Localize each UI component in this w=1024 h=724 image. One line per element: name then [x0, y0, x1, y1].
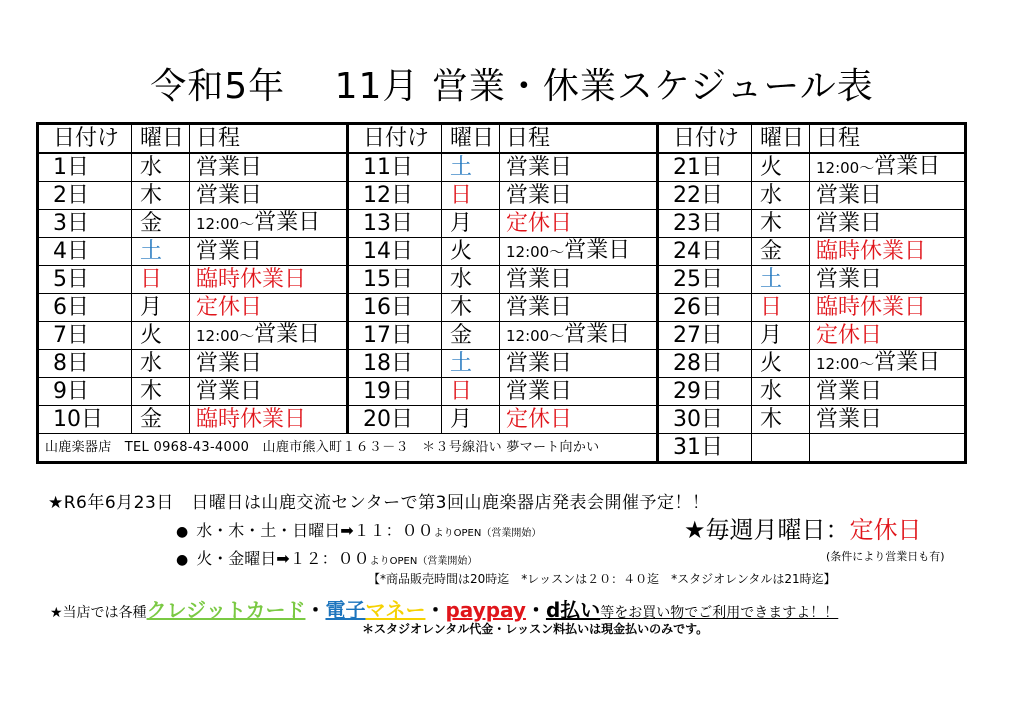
weekly-closed-label: ★毎週月曜日： — [684, 516, 850, 544]
schedule-table — [36, 122, 967, 464]
weekday-cell: 金 — [132, 406, 190, 434]
weekday-cell: 金 — [442, 322, 500, 350]
date-cell: 21日 — [658, 153, 752, 182]
date-cell: 9日 — [38, 378, 132, 406]
weekday-cell: 木 — [752, 210, 810, 238]
page-title: 令和5年 11月 営業・休業スケジュール表 — [150, 66, 874, 107]
weekday-cell: 水 — [132, 153, 190, 182]
payment-emoney-2: マネー — [365, 598, 426, 622]
status-cell — [500, 322, 658, 350]
status-cell: 定休日 — [500, 210, 658, 238]
status-cell: 臨時休業日 — [810, 294, 966, 322]
date-cell: 13日 — [348, 210, 442, 238]
date-cell: 8日 — [38, 350, 132, 378]
weekday-cell: 火 — [752, 350, 810, 378]
status-cell: 営業日 — [500, 350, 658, 378]
payment-dot: ・ — [305, 598, 326, 622]
weekday-cell: 火 — [752, 153, 810, 182]
hours-tue-fri — [176, 546, 477, 569]
hours-open: よりOPEN（営業開始） — [433, 528, 542, 539]
date-cell: 12日 — [348, 182, 442, 210]
condition-note: (条件により営業日も有) — [826, 550, 945, 563]
status-cell: 営業日 — [810, 406, 966, 434]
table-row — [38, 322, 966, 350]
hours-weekday — [176, 518, 541, 541]
date-cell: 20日 — [348, 406, 442, 434]
weekday-cell: 木 — [442, 294, 500, 322]
status-time: 12:00～ — [196, 327, 255, 345]
weekday-cell: 金 — [132, 210, 190, 238]
status-time: 12:00～ — [816, 355, 875, 373]
weekday-cell: 月 — [442, 210, 500, 238]
status-cell: 営業日 — [500, 378, 658, 406]
date-cell: 6日 — [38, 294, 132, 322]
payment-emoney-1: 電子 — [325, 598, 366, 622]
table-row — [38, 238, 966, 266]
date-cell: 3日 — [38, 210, 132, 238]
weekly-closed-value: 定休日 — [849, 516, 922, 544]
weekday-cell: 土 — [442, 153, 500, 182]
weekday-cell: 木 — [132, 182, 190, 210]
payment-credit: クレジットカード — [146, 598, 306, 622]
status-cell: 営業日 — [190, 153, 348, 182]
date-cell: 17日 — [348, 322, 442, 350]
table-row — [38, 294, 966, 322]
date-cell: 30日 — [658, 406, 752, 434]
date-cell: 27日 — [658, 322, 752, 350]
date-cell: 11日 — [348, 153, 442, 182]
weekday-cell: 水 — [752, 182, 810, 210]
status-time: 12:00～ — [506, 327, 565, 345]
status-cell: 営業日 — [810, 182, 966, 210]
header-schedule: 日程 — [810, 124, 966, 154]
cash-note: ＊スタジオレンタル代金・レッスン料払いは現金払いのみです。 — [362, 622, 709, 636]
status-label: 営業日 — [254, 322, 321, 347]
date-cell: 7日 — [38, 322, 132, 350]
weekday-cell: 土 — [442, 350, 500, 378]
status-cell: 臨時休業日 — [190, 266, 348, 294]
status-time: 12:00～ — [196, 215, 255, 233]
payment-paypay: paypay — [445, 598, 526, 622]
hours-note: 【*商品販売時間は20時迄 *レッスンは２０：４０迄 *スタジオレンタルは21時迄】 — [368, 572, 836, 586]
date-cell: 4日 — [38, 238, 132, 266]
header-date: 日付け — [348, 124, 442, 154]
payment-note — [50, 594, 838, 623]
weekday-cell: 日 — [442, 378, 500, 406]
table-row — [38, 406, 966, 434]
header-day: 曜日 — [752, 124, 810, 154]
weekday-cell: 水 — [752, 378, 810, 406]
status-label: 営業日 — [564, 238, 631, 263]
weekday-cell — [752, 434, 810, 463]
weekday-cell: 日 — [442, 182, 500, 210]
date-cell: 28日 — [658, 350, 752, 378]
header-schedule: 日程 — [190, 124, 348, 154]
date-cell: 31日 — [658, 434, 752, 463]
date-cell: 1日 — [38, 153, 132, 182]
payment-suffix: 等をお買い物でご利用できますよ！！ — [600, 605, 839, 621]
date-cell: 29日 — [658, 378, 752, 406]
date-cell: 22日 — [658, 182, 752, 210]
date-cell: 15日 — [348, 266, 442, 294]
status-cell: 営業日 — [810, 210, 966, 238]
payment-dpay: d払い — [545, 598, 601, 622]
status-cell: 定休日 — [190, 294, 348, 322]
status-cell — [810, 350, 966, 378]
payment-dot: ・ — [425, 598, 446, 622]
header-schedule: 日程 — [500, 124, 658, 154]
event-notice: ★R6年6月23日 日曜日は山鹿交流センターで第3回山鹿楽器店発表会開催予定！！ — [48, 493, 710, 513]
status-cell: 営業日 — [190, 182, 348, 210]
hours-days: 水・木・土・日曜日➡１１：００ — [196, 521, 434, 540]
weekly-closed — [684, 510, 922, 545]
weekday-cell: 日 — [752, 294, 810, 322]
payment-dot: ・ — [525, 598, 546, 622]
status-cell — [500, 238, 658, 266]
weekday-cell: 火 — [132, 322, 190, 350]
status-cell: 定休日 — [500, 406, 658, 434]
weekday-cell: 金 — [752, 238, 810, 266]
shop-info: 山鹿楽器店 TEL 0968-43-4000 山鹿市熊入町１６３－３ ＊３号線沿い 夢マート向かい — [38, 434, 658, 463]
status-cell: 営業日 — [190, 350, 348, 378]
weekday-cell: 月 — [132, 294, 190, 322]
status-label: 営業日 — [254, 210, 321, 235]
date-cell: 10日 — [38, 406, 132, 434]
status-label: 営業日 — [874, 350, 941, 375]
hours-open: よりOPEN（営業開始） — [369, 556, 478, 567]
table-row — [38, 210, 966, 238]
weekday-cell: 月 — [752, 322, 810, 350]
table-row — [38, 266, 966, 294]
status-cell: 臨時休業日 — [810, 238, 966, 266]
weekday-cell: 月 — [442, 406, 500, 434]
date-cell: 14日 — [348, 238, 442, 266]
bullet-icon: ● — [176, 524, 189, 540]
date-cell: 18日 — [348, 350, 442, 378]
status-time: 12:00～ — [816, 159, 875, 177]
date-cell: 24日 — [658, 238, 752, 266]
hours-days: 火・金曜日➡１２：００ — [196, 549, 370, 568]
header-date: 日付け — [38, 124, 132, 154]
status-cell: 定休日 — [810, 322, 966, 350]
date-cell: 5日 — [38, 266, 132, 294]
weekday-cell: 水 — [132, 350, 190, 378]
status-cell: 営業日 — [810, 378, 966, 406]
payment-prefix: ★当店では各種 — [50, 605, 147, 621]
date-cell: 26日 — [658, 294, 752, 322]
weekday-cell: 火 — [442, 238, 500, 266]
weekday-cell: 木 — [132, 378, 190, 406]
status-label: 営業日 — [564, 322, 631, 347]
bullet-icon: ● — [176, 552, 189, 568]
status-cell: 営業日 — [190, 378, 348, 406]
date-cell: 25日 — [658, 266, 752, 294]
status-cell — [810, 153, 966, 182]
status-cell: 営業日 — [500, 182, 658, 210]
status-cell — [810, 434, 966, 463]
table-row — [38, 378, 966, 406]
status-cell — [190, 210, 348, 238]
date-cell: 19日 — [348, 378, 442, 406]
weekday-cell: 水 — [442, 266, 500, 294]
header-day: 曜日 — [132, 124, 190, 154]
weekday-cell: 土 — [132, 238, 190, 266]
status-cell: 臨時休業日 — [190, 406, 348, 434]
table-row — [38, 182, 966, 210]
status-cell — [190, 322, 348, 350]
status-cell: 営業日 — [500, 294, 658, 322]
table-row — [38, 350, 966, 378]
date-cell: 2日 — [38, 182, 132, 210]
table-row — [38, 153, 966, 182]
weekday-cell: 土 — [752, 266, 810, 294]
status-cell: 営業日 — [500, 266, 658, 294]
date-cell: 16日 — [348, 294, 442, 322]
header-date: 日付け — [658, 124, 752, 154]
status-time: 12:00～ — [506, 243, 565, 261]
status-label: 営業日 — [874, 154, 941, 179]
header-day: 曜日 — [442, 124, 500, 154]
date-cell: 23日 — [658, 210, 752, 238]
weekday-cell: 日 — [132, 266, 190, 294]
weekday-cell: 木 — [752, 406, 810, 434]
status-cell: 営業日 — [500, 153, 658, 182]
status-cell: 営業日 — [810, 266, 966, 294]
status-cell: 営業日 — [190, 238, 348, 266]
